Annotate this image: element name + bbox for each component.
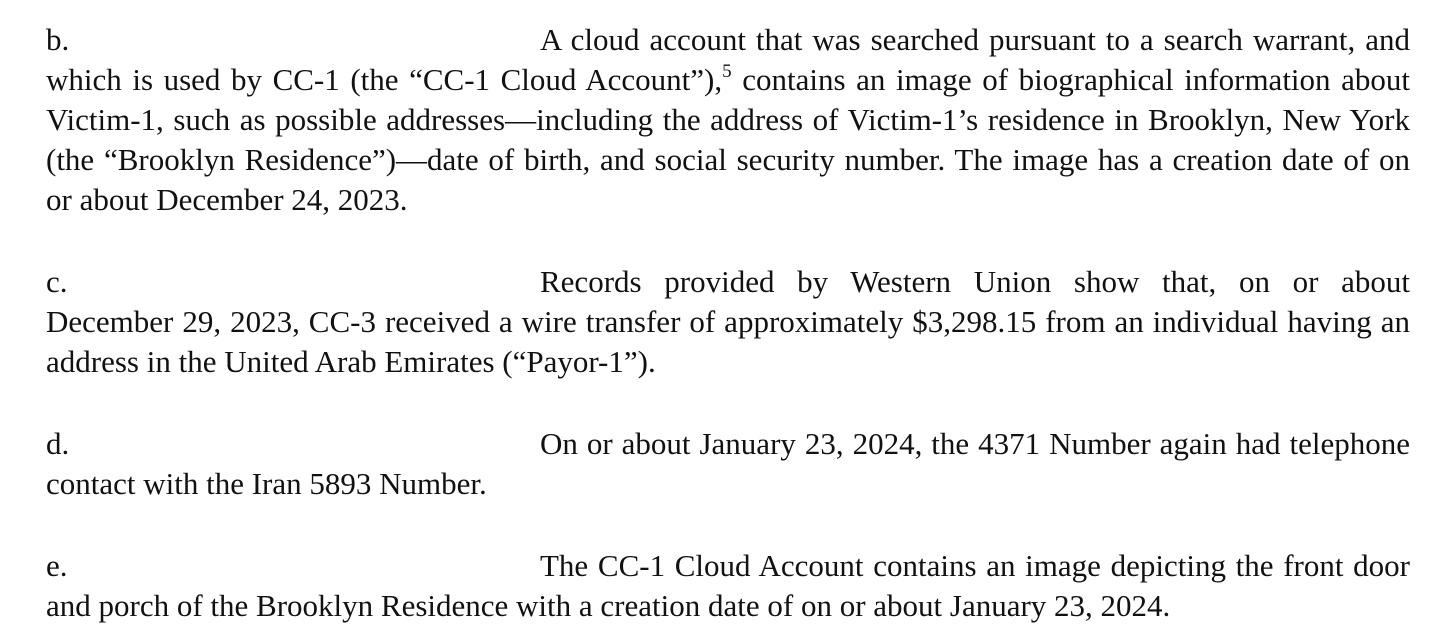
paragraph-text: On or about January 23, 2024, the 4371 Number again had telephone contact with the Iran 5893 Number. bbox=[46, 426, 1410, 501]
paragraph-b bbox=[46, 20, 1410, 220]
paragraph-e bbox=[46, 546, 1410, 626]
paragraph-label: c. bbox=[46, 264, 68, 299]
paragraph-c bbox=[46, 262, 1410, 382]
paragraph-label: e. bbox=[46, 548, 68, 583]
footnote-reference[interactable]: 5 bbox=[722, 61, 732, 82]
paragraph-label: b. bbox=[46, 22, 70, 57]
paragraph-d bbox=[46, 424, 1410, 504]
paragraph-label: d. bbox=[46, 426, 70, 461]
paragraph-text: The CC-1 Cloud Account contains an image depicting the front door and porch of the Brooklyn Residence with a creation date of on or about January 23, 2024. bbox=[46, 548, 1410, 623]
paragraph-text: Records provided by Western Union show that, on or about December 29, 2023, CC-3 received a wire transfer of approximately $3,298.15 from an individual having an address in the United Arab Emirates (“Payor-1”). bbox=[46, 264, 1410, 379]
document-page bbox=[46, 20, 1410, 626]
paragraph-text-continued: contains an image of biographical information about Victim-1, such as possible addresses—including the address of Victim-1’s residence in Brooklyn, New York (the “Brooklyn Residence”)—date of birth, and social security number. The image has a creation date of on or about December 24, 2023. bbox=[46, 62, 1410, 217]
paragraph-text: A cloud account that was searched pursuant to a search warrant, and which is used by CC-1 (the “CC-1 Cloud Account”), bbox=[46, 22, 1410, 97]
